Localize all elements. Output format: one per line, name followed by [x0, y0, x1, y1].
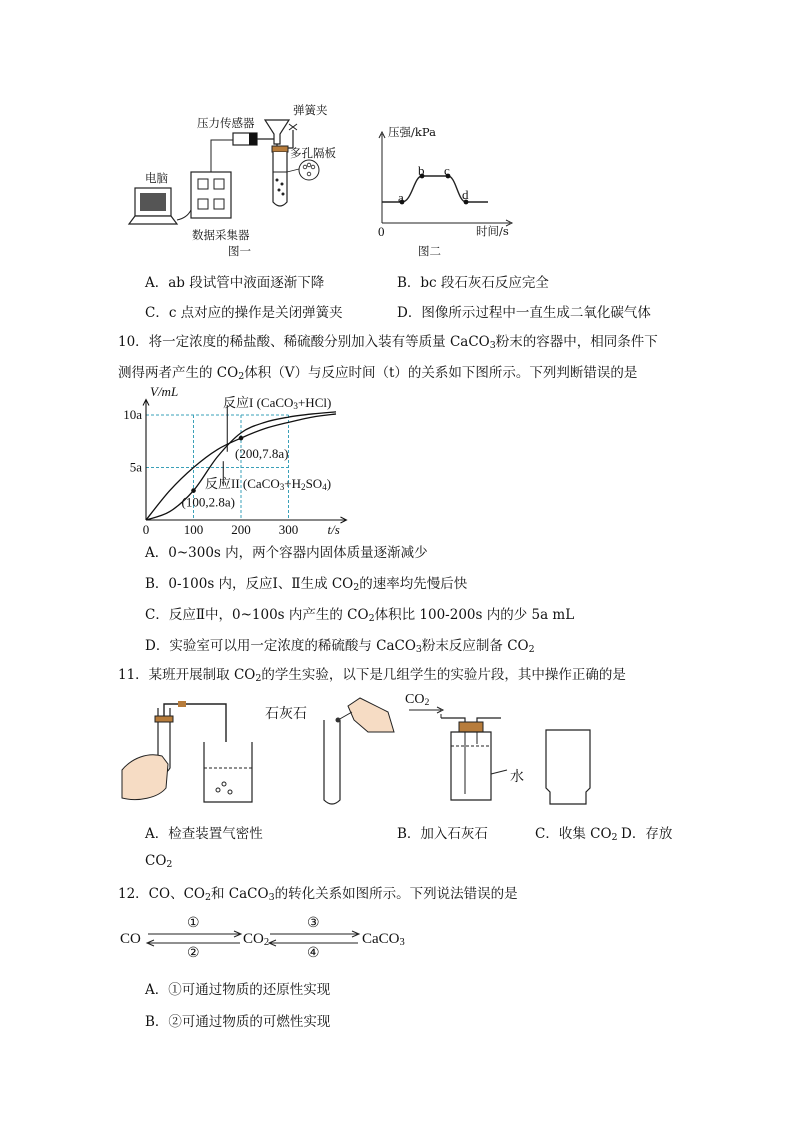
label-pressure-sensor: 压力传感器: [197, 116, 255, 130]
x-tick-label: 300: [278, 522, 299, 535]
fig2-ylabel: 压强/kPa: [388, 125, 436, 139]
q10-stem-line2: 测得两者产生的 $CO_2$体积（V）与反应时间（t）的关系如下图所示。下列判断错误的是: [118, 365, 638, 382]
label-water: 水: [510, 770, 524, 785]
chart-label-reaction-1: 反应I (CaCO$_3$+HCl): [223, 395, 332, 411]
q12-option-b: B．②可通过物质的可燃性实现: [145, 1014, 331, 1030]
q9-option-c: C．c 点对应的操作是关闭弹簧夹: [145, 305, 343, 321]
label-spring-clip: 弹簧夹: [293, 103, 328, 117]
q10-option-c: C．反应Ⅱ中，0~100s 内产生的 $CO_2$体积比 100-200s 内的少 5a mL: [145, 607, 575, 624]
annotation-200: (200,7.8a): [235, 446, 289, 462]
diagram-step-2: ②: [187, 946, 200, 961]
figure-2-caption: 图二: [418, 244, 441, 258]
point-200-7.8a: [239, 436, 244, 441]
diagram-step-4: ④: [307, 946, 320, 961]
label-data-collector: 数据采集器: [192, 228, 250, 242]
q12-option-a: A．①可通过物质的还原性实现: [145, 982, 331, 998]
pressure-time-graph: [370, 128, 520, 238]
q9-option-b: B．bc 段石灰石反应完全: [397, 275, 549, 291]
diagram-co: CO: [120, 931, 141, 947]
diagram-step-1: ①: [187, 916, 200, 931]
q11-stem: 11．某班开展制取 $CO_2$的学生实验，以下是几组学生的实验片段，其中操作正确的是: [118, 667, 626, 684]
x-tick-label: 0: [142, 522, 150, 535]
x-tick-label: 100: [183, 522, 204, 535]
fig2-xlabel: 时间/s: [476, 224, 509, 238]
apparatus-collect-co2: [405, 692, 525, 810]
label-computer: 电脑: [145, 171, 168, 185]
apparatus-store-co2: [538, 726, 598, 808]
diagram-caco3: CaCO$_3$: [362, 931, 405, 948]
fig2-point-a: a: [398, 190, 404, 205]
q10-option-b: B．0-100s 内，反应Ⅰ、Ⅱ生成 $CO_2$的速率均先慢后快: [145, 576, 468, 593]
point-100-2.8a: [191, 488, 196, 493]
q10-option-a: A．0~300s 内，两个容器内固体质量逐渐减少: [145, 545, 428, 561]
q9-option-d: D．图像所示过程中一直生成二氧化碳气体: [397, 305, 651, 321]
q11-option-a: A．检查装置气密性: [145, 826, 263, 842]
q10-option-d: D．实验室可以用一定浓度的稀硫酸与 CaCO$_3$粉末反应制备 $CO_2$: [145, 638, 535, 655]
q11-option-b: B．加入石灰石: [397, 826, 488, 842]
chart-label-reaction-2: 反应II $(CaCO_3+H_2SO_4)$: [205, 476, 332, 492]
apparatus-airtightness-check: [118, 698, 268, 810]
diagram-step-3: ③: [307, 916, 320, 931]
label-porous-plate: 多孔隔板: [290, 146, 336, 160]
label-co2-inlet: $CO_2$: [405, 692, 430, 708]
y-axis-label: V/mL: [150, 384, 179, 399]
q11-option-d-cont: $CO_2$: [145, 853, 173, 870]
y-tick-label: 5a: [129, 459, 142, 475]
q9-option-a: A．ab 段试管中液面逐渐下降: [145, 275, 325, 291]
fig2-origin: 0: [378, 224, 385, 239]
q11-option-c: C．收集 $CO_2$: [535, 826, 618, 843]
label-limestone: 石灰石: [265, 707, 307, 722]
figure-1-caption: 图一: [228, 244, 251, 258]
fig2-point-d: d: [462, 187, 469, 202]
annotation-100: (100,2.8a): [181, 494, 235, 510]
q10-stem-line1: 10．将一定浓度的稀盐酸、稀硫酸分别加入装有等质量 CaCO$_3$粉末的容器中，相同条件下: [118, 334, 658, 351]
q12-stem: 12．CO、$CO_2$和 CaCO$_3$的转化关系如图所示。下列说法错误的是: [118, 886, 518, 903]
q11-option-d: D．存放: [621, 826, 673, 842]
fig2-point-c: c: [444, 163, 450, 178]
x-axis-label: t/s: [327, 522, 340, 535]
fig2-point-b: b: [418, 163, 425, 178]
x-tick-label: 200: [231, 522, 251, 535]
y-tick-label: 10a: [123, 407, 142, 422]
diagram-co2: $CO_2$: [243, 931, 270, 948]
